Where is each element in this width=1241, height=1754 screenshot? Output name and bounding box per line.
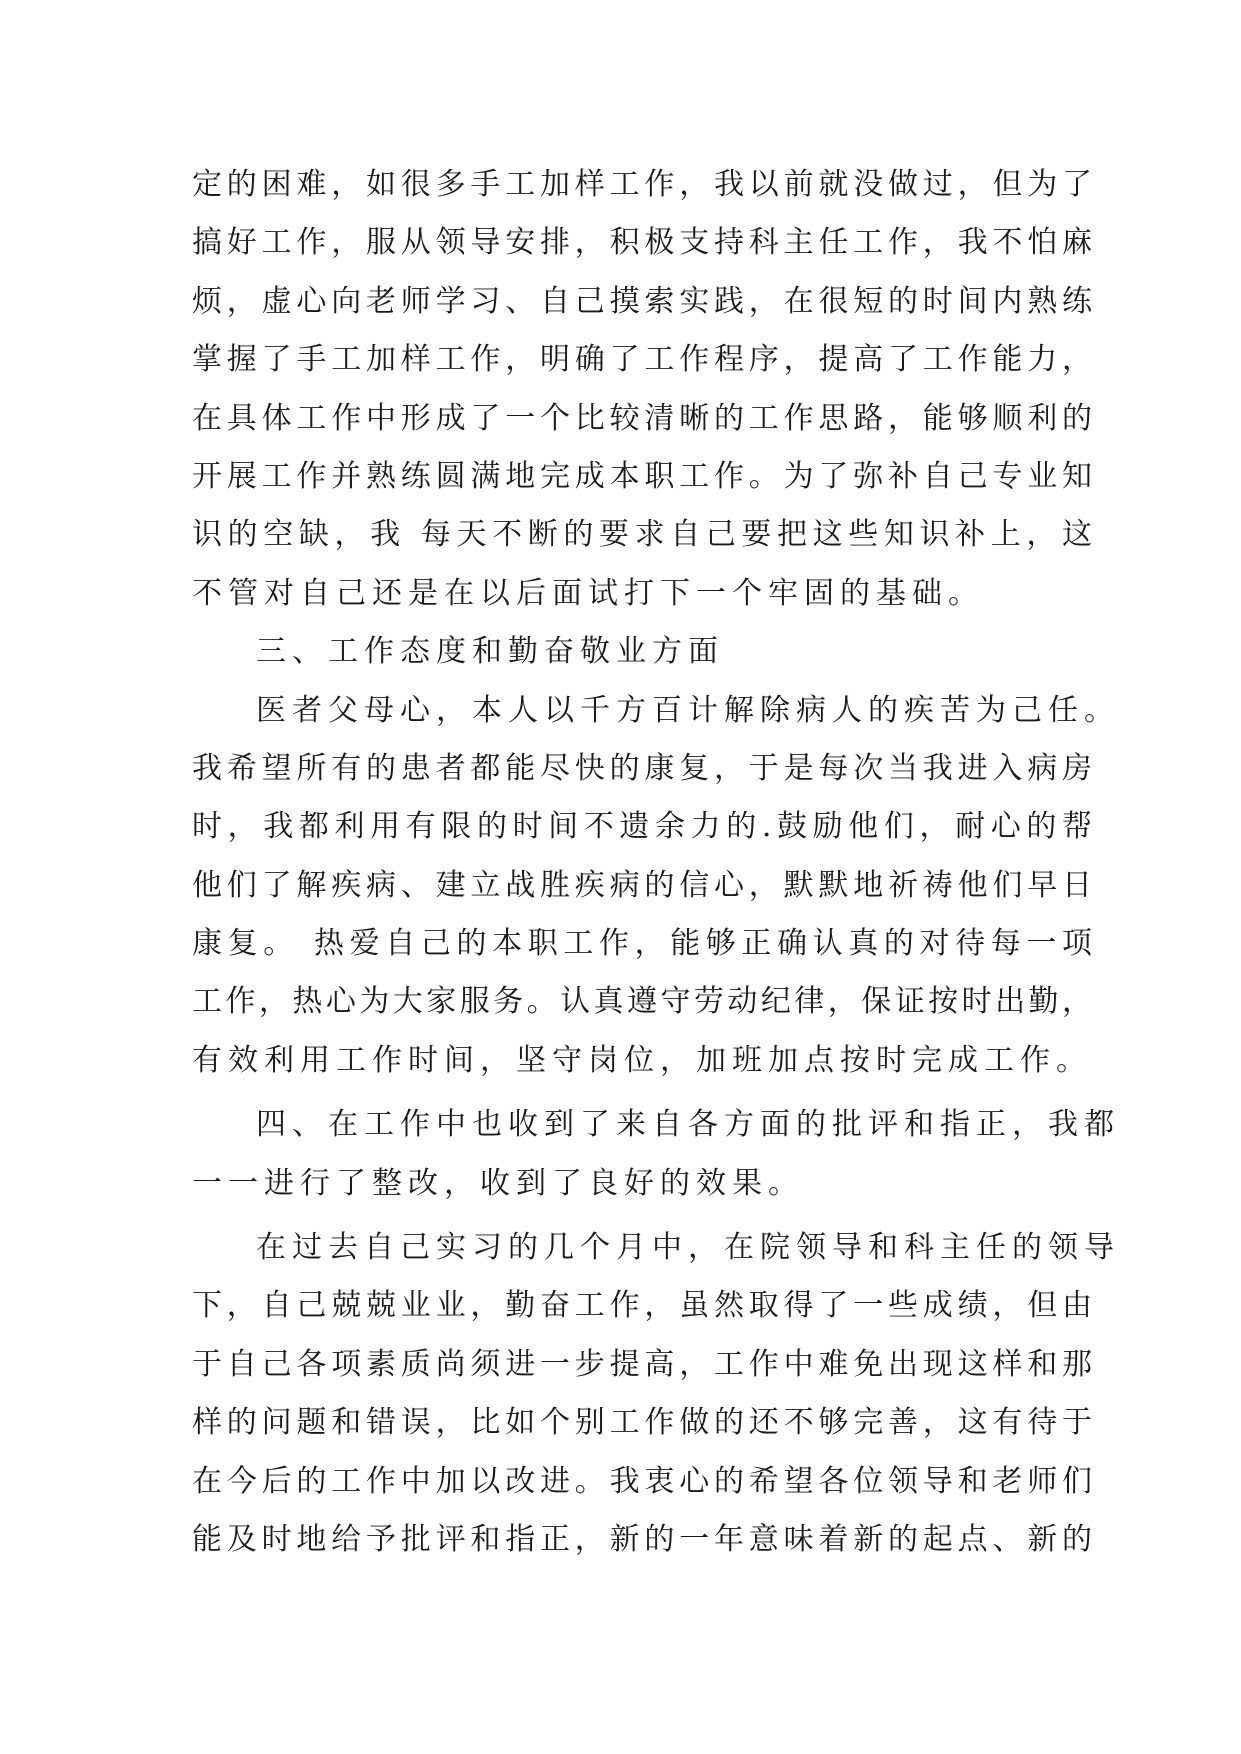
text-line: 于自己各项素质尚须进一步提高，工作中难免出现这样和那 — [192, 1346, 1092, 1382]
text-line: 有效利用工作时间，坚守岗位，加班加点按时完成工作。 — [192, 1042, 1092, 1078]
text-line: 我希望所有的患者都能尽快的康复，于是每次当我进入病房 — [192, 750, 1092, 786]
text-line: 定的困难，如很多手工加样工作，我以前就没做过，但为了 — [192, 167, 1092, 202]
text-line: 四、在工作中也收到了来自各方面的批评和指正，我都 — [256, 1107, 1120, 1143]
section-heading: 三、工作态度和勤奋敬业方面 — [256, 634, 724, 670]
text-line: 康复。 热爱自己的本职工作，能够正确认真的对待每一项 — [192, 926, 1092, 962]
text-line: 下，自己兢兢业业，勤奋工作，虽然取得了一些成绩，但由 — [192, 1288, 1092, 1324]
text-line: 在今后的工作中加以改进。我衷心的希望各位领导和老师们 — [192, 1463, 1092, 1499]
text-line: 时，我都利用有限的时间不遗余力的.鼓励他们，耐心的帮 — [192, 809, 1092, 845]
text-line: 掌握了手工加样工作，明确了工作程序，提高了工作能力， — [192, 342, 1092, 378]
text-line: 搞好工作，服从领导安排，积极支持科主任工作，我不怕麻 — [192, 225, 1092, 261]
text-line: 在过去自己实习的几个月中，在院领导和科主任的领导 — [256, 1230, 1120, 1266]
text-line: 医者父母心，本人以千方百计解除病人的疾苦为己任。 — [256, 692, 1120, 728]
text-line: 能及时地给予批评和指正，新的一年意味着新的起点、新的 — [192, 1521, 1092, 1557]
text-line: 他们了解疾病、建立战胜疾病的信心，默默地祈祷他们早日 — [192, 867, 1092, 903]
text-line: 样的问题和错误，比如个别工作做的还不够完善，这有待于 — [192, 1405, 1092, 1441]
text-line: 在具体工作中形成了一个比较清晰的工作思路，能够顺利的 — [192, 400, 1092, 436]
text-line: 识的空缺，我 每天不断的要求自己要把这些知识补上，这 — [192, 517, 1092, 553]
text-line: 开展工作并熟练圆满地完成本职工作。为了弥补自己专业知 — [192, 458, 1092, 494]
text-line: 工作，热心为大家服务。认真遵守劳动纪律，保证按时出勤， — [192, 984, 1092, 1020]
text-line: 一一进行了整改，收到了良好的效果。 — [192, 1165, 804, 1201]
text-line: 不管对自己还是在以后面试打下一个牢固的基础。 — [192, 575, 984, 611]
text-line: 烦，虚心向老师学习、自己摸索实践，在很短的时间内熟练 — [192, 283, 1092, 319]
document-body — [192, 156, 1120, 1569]
